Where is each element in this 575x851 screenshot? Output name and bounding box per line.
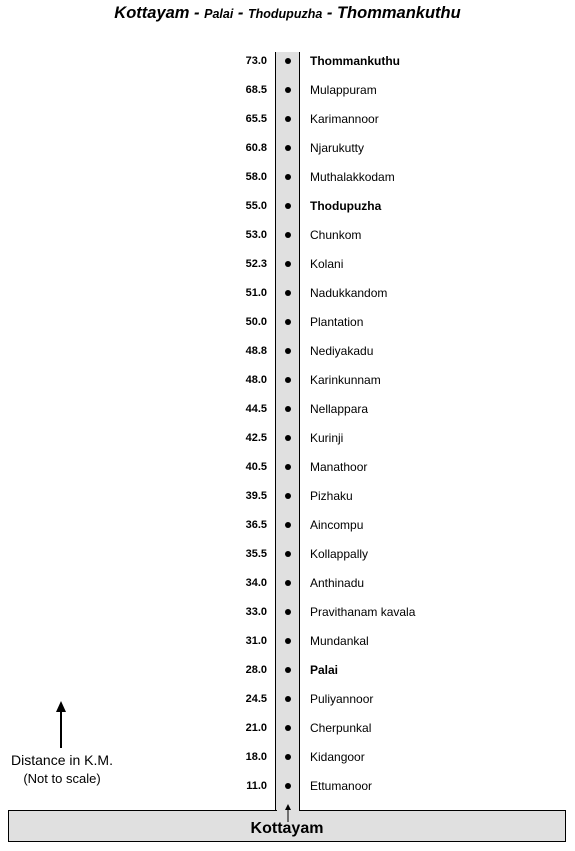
stop-distance: 39.5 xyxy=(245,490,267,502)
stop-name: Nellappara xyxy=(310,402,369,416)
stop-row xyxy=(0,52,575,70)
stop-dot-icon xyxy=(285,580,291,586)
stop-name: Ettumanoor xyxy=(310,779,373,793)
stop-dot-icon xyxy=(285,290,291,296)
stop-distance: 40.5 xyxy=(245,461,267,473)
stop-name: Nadukkandom xyxy=(310,286,388,300)
stop-distance: 68.5 xyxy=(245,84,267,96)
stop-row xyxy=(0,458,575,476)
stop-name: Palai xyxy=(310,663,339,677)
stop-name: Pravithanam kavala xyxy=(310,605,416,619)
stop-distance: 31.0 xyxy=(245,635,267,647)
stop-name: Thommankuthu xyxy=(310,54,400,68)
stop-distance: 65.5 xyxy=(245,113,267,125)
stop-name: Njarukutty xyxy=(310,141,365,155)
stop-row xyxy=(0,429,575,447)
stop-dot-icon xyxy=(285,783,291,789)
stop-distance: 60.8 xyxy=(245,142,267,154)
stop-name: Karimannoor xyxy=(310,112,379,126)
stop-dot-icon xyxy=(285,522,291,528)
stop-row xyxy=(0,284,575,302)
stop-dot-icon xyxy=(285,609,291,615)
stop-dot-icon xyxy=(285,348,291,354)
start-arrow-icon xyxy=(282,803,294,823)
stop-distance: 48.8 xyxy=(245,345,267,357)
stop-dot-icon xyxy=(285,116,291,122)
stop-row xyxy=(0,400,575,418)
stop-distance: 35.5 xyxy=(245,548,267,560)
stop-dot-icon xyxy=(285,203,291,209)
stop-distance: 24.5 xyxy=(245,693,267,705)
stop-row xyxy=(0,313,575,331)
title-origin: Kottayam - xyxy=(114,4,205,22)
stop-dot-icon xyxy=(285,667,291,673)
stop-distance: 44.5 xyxy=(245,403,267,415)
stop-row xyxy=(0,487,575,505)
stop-distance: 42.5 xyxy=(245,432,267,444)
stop-row xyxy=(0,632,575,650)
legend-scale-note: (Not to scale) xyxy=(23,771,101,786)
stop-distance: 51.0 xyxy=(245,287,267,299)
stop-dot-icon xyxy=(285,232,291,238)
stop-distance: 53.0 xyxy=(245,229,267,241)
title-destination: Thommankuthu xyxy=(336,4,461,22)
stop-row xyxy=(0,603,575,621)
stop-distance: 34.0 xyxy=(245,577,267,589)
stop-distance: 18.0 xyxy=(245,751,267,763)
stop-dot-icon xyxy=(285,551,291,557)
title-separator: - xyxy=(233,4,248,22)
stop-name: Manathoor xyxy=(310,460,368,474)
stop-name: Muthalakkodam xyxy=(310,170,395,184)
stop-name: Cherpunkal xyxy=(310,721,372,735)
stop-row xyxy=(0,545,575,563)
stop-name: Karinkunnam xyxy=(310,373,381,387)
stop-distance: 58.0 xyxy=(245,171,267,183)
stop-row xyxy=(0,661,575,679)
stop-dot-icon xyxy=(285,435,291,441)
stop-distance: 36.5 xyxy=(245,519,267,531)
stop-dot-icon xyxy=(285,406,291,412)
stop-name: Kurinji xyxy=(310,431,344,445)
stop-dot-icon xyxy=(285,493,291,499)
up-arrow-icon xyxy=(53,700,69,750)
stop-name: Kollappally xyxy=(310,547,369,561)
stop-dot-icon xyxy=(285,638,291,644)
stop-name: Kolani xyxy=(310,257,344,271)
stop-distance: 28.0 xyxy=(245,664,267,676)
stop-dot-icon xyxy=(285,58,291,64)
stop-dot-icon xyxy=(285,464,291,470)
stop-name: Chunkom xyxy=(310,228,362,242)
legend-distance: Distance in K.M. xyxy=(11,752,113,768)
stop-dot-icon xyxy=(285,145,291,151)
stop-name: Mulappuram xyxy=(310,83,377,97)
route-title xyxy=(0,4,575,23)
stop-distance: 55.0 xyxy=(245,200,267,212)
stop-dot-icon xyxy=(285,377,291,383)
title-thodupuzha: Thodupuzha xyxy=(248,7,323,21)
stop-dot-icon xyxy=(285,725,291,731)
stop-row xyxy=(0,168,575,186)
stop-distance: 21.0 xyxy=(245,722,267,734)
stop-dot-icon xyxy=(285,696,291,702)
title-separator: - xyxy=(322,4,337,22)
stop-distance: 11.0 xyxy=(246,780,267,792)
stop-name: Plantation xyxy=(310,315,364,329)
title-palai: Palai xyxy=(204,7,234,21)
stop-row xyxy=(0,226,575,244)
stop-row xyxy=(0,690,575,708)
stop-dot-icon xyxy=(285,754,291,760)
stop-distance: 50.0 xyxy=(245,316,267,328)
stop-distance: 33.0 xyxy=(245,606,267,618)
stop-row xyxy=(0,81,575,99)
stop-name: Nediyakadu xyxy=(310,344,374,358)
stop-distance: 48.0 xyxy=(245,374,267,386)
stop-row xyxy=(0,255,575,273)
stop-name: Anthinadu xyxy=(310,576,365,590)
stop-row xyxy=(0,197,575,215)
stop-row xyxy=(0,719,575,737)
stop-dot-icon xyxy=(285,261,291,267)
stop-distance: 73.0 xyxy=(245,55,267,67)
stop-name: Aincompu xyxy=(310,518,364,532)
stop-dot-icon xyxy=(285,174,291,180)
stop-row xyxy=(0,342,575,360)
stop-row xyxy=(0,371,575,389)
stop-dot-icon xyxy=(285,87,291,93)
stop-name: Thodupuzha xyxy=(310,199,382,213)
stop-name: Mundankal xyxy=(310,634,369,648)
stop-name: Pizhaku xyxy=(310,489,353,503)
stop-row xyxy=(0,574,575,592)
stop-row xyxy=(0,516,575,534)
stop-distance: 52.3 xyxy=(245,258,267,270)
stop-dot-icon xyxy=(285,319,291,325)
origin-label: Kottayam xyxy=(250,820,324,837)
stop-name: Puliyannoor xyxy=(310,692,374,706)
stop-row xyxy=(0,110,575,128)
stop-name: Kidangoor xyxy=(310,750,365,764)
stop-row xyxy=(0,139,575,157)
